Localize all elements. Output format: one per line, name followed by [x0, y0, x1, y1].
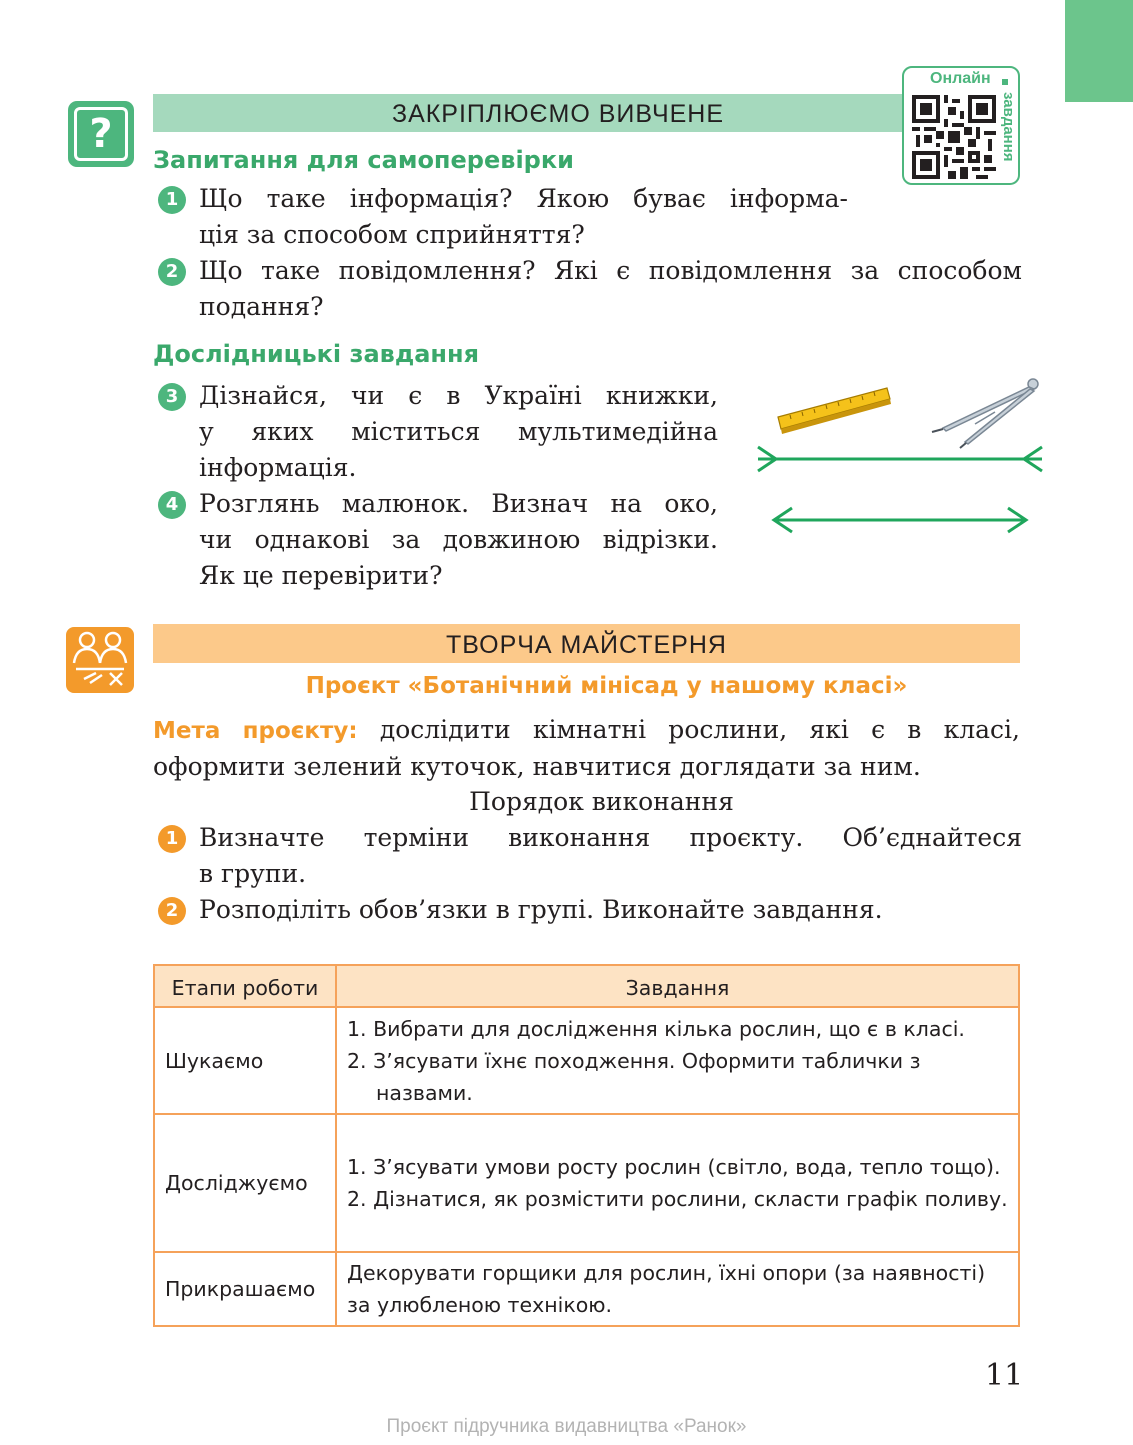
task-text: Дізнайся, чи є в Україні книжки,	[199, 381, 718, 410]
muller-lyer-line-bottom	[774, 508, 1026, 532]
table-header-tasks: Завдання	[336, 965, 1019, 1007]
list-item-research-4	[158, 486, 718, 594]
footer-note: Проєкт підручника видавництва «Ранок»	[386, 1416, 747, 1437]
task-line: 2. Дізнатися, як розмістити рослини, скласти графік поливу.	[347, 1187, 1008, 1211]
step-text: в групи.	[199, 859, 307, 888]
muller-lyer-line-top	[758, 447, 1042, 471]
page-number: 11	[985, 1358, 1024, 1393]
list-item-question-2	[158, 253, 1022, 325]
task-line: 1. Вибрати для дослідження кілька рослин, що є в класі.	[347, 1016, 965, 1041]
lines-illustration	[750, 372, 1050, 542]
number-badge: 1	[158, 186, 186, 214]
team-crafts-icon	[66, 627, 134, 693]
number-badge: 2	[158, 897, 186, 925]
step-text: Розподіліть обов’язки в групі. Виконайте завдання.	[199, 895, 883, 924]
online-label: Онлайн	[930, 70, 991, 87]
table-cell-tasks	[336, 1007, 1019, 1114]
project-goal	[153, 712, 1020, 785]
table-row	[154, 1252, 1019, 1326]
section-banner-review: ЗАКРІПЛЮЄМО ВИВЧЕНЕ	[153, 94, 903, 132]
number-badge: 3	[158, 383, 186, 411]
table-row	[154, 1114, 1019, 1252]
question-text: ція за способом сприйняття?	[199, 220, 585, 249]
list-item-research-3	[158, 378, 718, 486]
question-icon: ?	[68, 101, 134, 167]
table-header-row	[154, 965, 1019, 1007]
table-row	[154, 1007, 1019, 1114]
online-dot	[1002, 79, 1008, 85]
corner-tab	[1065, 0, 1133, 102]
task-text: інформація.	[199, 453, 357, 482]
task-text: у яких міститься мультимедійна	[199, 417, 718, 446]
number-badge: 1	[158, 825, 186, 853]
question-text: подання?	[199, 292, 324, 321]
task-text: Як це перевірити?	[199, 561, 443, 590]
task-text: чи однакові за довжиною відрізки.	[199, 525, 718, 554]
table-cell-stage: Шукаємо	[154, 1007, 336, 1114]
goal-label: Мета проєкту:	[153, 718, 358, 744]
self-check-heading: Запитання для самоперевірки	[153, 146, 574, 174]
section-banner-workshop: ТВОРЧА МАЙСТЕРНЯ	[153, 624, 1020, 663]
list-item-step-2	[158, 892, 1022, 928]
table-cell-stage: Досліджуємо	[154, 1114, 336, 1252]
table-cell-stage: Прикрашаємо	[154, 1252, 336, 1326]
research-heading: Дослідницькі завдання	[153, 340, 479, 368]
order-heading: Порядок виконання	[469, 787, 734, 816]
work-stages-table	[153, 964, 1020, 1327]
goal-text: оформити зелений куточок, навчитися доглядати за ним.	[153, 752, 921, 781]
ruler-icon	[778, 388, 891, 434]
task-line: Декорувати горщики для рослин, їхні опори (за наявності) за улюбленою технікою.	[347, 1261, 986, 1317]
qr-code-icon[interactable]	[912, 95, 996, 179]
table-cell-tasks	[336, 1114, 1019, 1252]
project-title: Проєкт «Ботанічний мінісад у нашому класі»	[305, 673, 908, 699]
compass-icon	[932, 379, 1038, 448]
question-text: Що таке повідомлення? Які є повідомлення за способом	[199, 256, 1022, 285]
table-header-stage: Етапи роботи	[154, 965, 336, 1007]
task-line: 1. З’ясувати умови росту рослин (світло, вода, тепло тощо).	[347, 1155, 1001, 1179]
online-tasks-label: завдання	[1000, 92, 1017, 162]
goal-text: дослідити кімнатні рослини, які є в класі,	[357, 715, 1020, 744]
list-item-question-1	[158, 181, 848, 253]
number-badge: 2	[158, 258, 186, 286]
step-text: Визначте терміни виконання проєкту. Об’єднайтеся	[199, 823, 1022, 852]
task-line: 2. З’ясувати їхнє походження. Оформити таблички з назвами.	[347, 1048, 921, 1105]
list-item-step-1	[158, 820, 1022, 892]
number-badge: 4	[158, 491, 186, 519]
table-cell-tasks	[336, 1252, 1019, 1326]
online-tasks-box[interactable]	[902, 66, 1020, 185]
question-text: Що таке інформація? Якою буває інформа-	[199, 184, 848, 213]
task-text: Розглянь малюнок. Визнач на око,	[199, 489, 718, 518]
